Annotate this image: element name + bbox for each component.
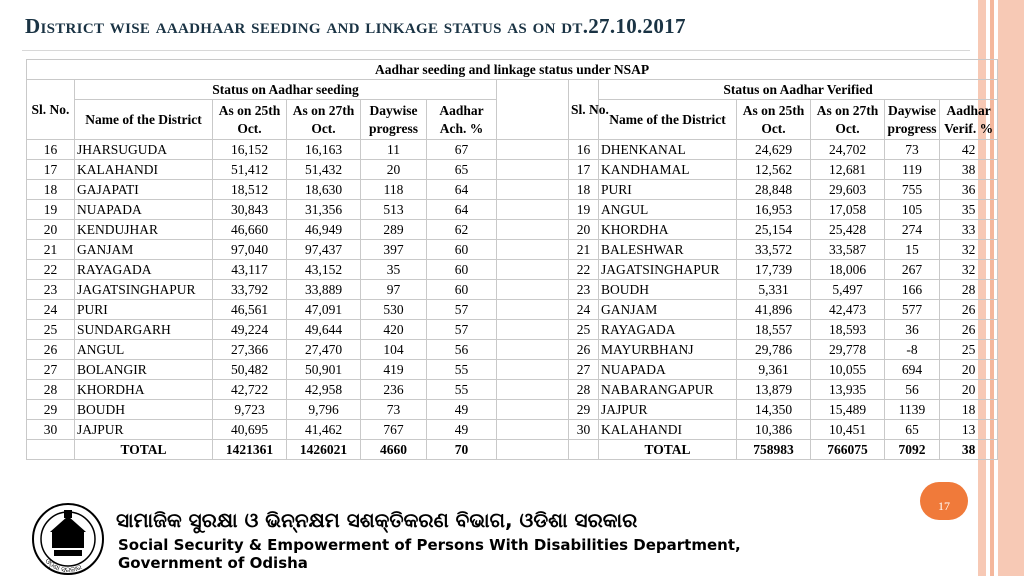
left-district-cell: PURI — [75, 300, 213, 320]
right-total-label: TOTAL — [599, 440, 737, 460]
left-slno-cell: 18 — [27, 180, 75, 200]
left-total-25oct: 1421361 — [213, 440, 287, 460]
spacer-cell — [497, 80, 569, 140]
right-district-cell: PURI — [599, 180, 737, 200]
left-slno-cell: 17 — [27, 160, 75, 180]
spacer-cell — [497, 180, 569, 200]
right-daywise-progress-cell: 119 — [885, 160, 940, 180]
left-as-on-25oct-cell: 42,722 — [213, 380, 287, 400]
footer — [24, 500, 741, 576]
left-as-on-27oct-cell: 46,949 — [287, 220, 361, 240]
spacer-cell — [497, 380, 569, 400]
government-name: Government of Odisha — [118, 554, 308, 572]
left-total-percent: 70 — [427, 440, 497, 460]
right-district-cell: RAYAGADA — [599, 320, 737, 340]
left-district-cell: JAGATSINGHAPUR — [75, 280, 213, 300]
left-as-on-27oct-cell: 43,152 — [287, 260, 361, 280]
aadhar-status-table — [26, 59, 998, 460]
right-as-on-27oct-cell: 33,587 — [811, 240, 885, 260]
right-as-on-27oct-cell: 18,593 — [811, 320, 885, 340]
right-header-daywise: Daywise progress — [885, 100, 940, 140]
right-daywise-progress-cell: 577 — [885, 300, 940, 320]
right-district-cell: NABARANGAPUR — [599, 380, 737, 400]
right-slno-cell: 23 — [569, 280, 599, 300]
left-percent-cell: 55 — [427, 380, 497, 400]
left-district-cell: GANJAM — [75, 240, 213, 260]
emblem-caption: ଓଡ଼ିଶା ସରକାର — [43, 557, 83, 575]
table-row — [27, 260, 998, 280]
left-slno-cell: 30 — [27, 420, 75, 440]
right-slno-cell: 20 — [569, 220, 599, 240]
left-daywise-progress-cell: 104 — [361, 340, 427, 360]
right-daywise-progress-cell: 105 — [885, 200, 940, 220]
left-daywise-progress-cell: 513 — [361, 200, 427, 220]
right-daywise-progress-cell: 65 — [885, 420, 940, 440]
right-slno-cell: 28 — [569, 380, 599, 400]
left-as-on-27oct-cell: 33,889 — [287, 280, 361, 300]
right-district-cell: KANDHAMAL — [599, 160, 737, 180]
left-header-25oct: As on 25th Oct. — [213, 100, 287, 140]
left-percent-cell: 60 — [427, 240, 497, 260]
left-percent-cell: 56 — [427, 340, 497, 360]
right-slno-cell: 18 — [569, 180, 599, 200]
spacer-cell — [497, 400, 569, 420]
decorative-stripe — [998, 0, 1024, 576]
table-row — [27, 320, 998, 340]
right-as-on-27oct-cell: 10,055 — [811, 360, 885, 380]
right-as-on-25oct-cell: 13,879 — [737, 380, 811, 400]
right-header-percent: Aadhar Verif. % — [940, 100, 998, 140]
spacer-cell — [497, 220, 569, 240]
left-daywise-progress-cell: 420 — [361, 320, 427, 340]
right-percent-cell: 32 — [940, 260, 998, 280]
table-row — [27, 180, 998, 200]
right-percent-cell: 32 — [940, 240, 998, 260]
left-total-27oct: 1426021 — [287, 440, 361, 460]
left-percent-cell: 49 — [427, 400, 497, 420]
right-as-on-27oct-cell: 5,497 — [811, 280, 885, 300]
left-header-slno: Sl. No. — [27, 80, 75, 140]
spacer-cell — [497, 300, 569, 320]
left-as-on-25oct-cell: 97,040 — [213, 240, 287, 260]
right-district-cell: ANGUL — [599, 200, 737, 220]
left-as-on-27oct-cell: 41,462 — [287, 420, 361, 440]
left-total-daywise: 4660 — [361, 440, 427, 460]
right-total-25oct: 758983 — [737, 440, 811, 460]
left-percent-cell: 57 — [427, 320, 497, 340]
right-as-on-25oct-cell: 12,562 — [737, 160, 811, 180]
left-daywise-progress-cell: 11 — [361, 140, 427, 160]
left-district-cell: GAJAPATI — [75, 180, 213, 200]
right-daywise-progress-cell: 36 — [885, 320, 940, 340]
table-row — [27, 360, 998, 380]
right-as-on-25oct-cell: 29,786 — [737, 340, 811, 360]
right-daywise-progress-cell: -8 — [885, 340, 940, 360]
left-daywise-progress-cell: 35 — [361, 260, 427, 280]
right-percent-cell: 26 — [940, 300, 998, 320]
table-row — [27, 380, 998, 400]
left-slno-cell: 19 — [27, 200, 75, 220]
left-district-cell: JHARSUGUDA — [75, 140, 213, 160]
left-as-on-27oct-cell: 49,644 — [287, 320, 361, 340]
right-daywise-progress-cell: 166 — [885, 280, 940, 300]
table-row — [27, 420, 998, 440]
empty-cell — [27, 440, 75, 460]
right-percent-cell: 42 — [940, 140, 998, 160]
left-percent-cell: 60 — [427, 280, 497, 300]
left-district-cell: BOLANGIR — [75, 360, 213, 380]
right-as-on-27oct-cell: 10,451 — [811, 420, 885, 440]
left-slno-cell: 27 — [27, 360, 75, 380]
left-slno-cell: 25 — [27, 320, 75, 340]
page-title: District wise aaadhaar seeding and linkage status as on dt.27.10.2017 — [25, 14, 686, 38]
left-percent-cell: 57 — [427, 300, 497, 320]
left-as-on-27oct-cell: 31,356 — [287, 200, 361, 220]
right-header-slno: Sl. No. — [569, 80, 599, 140]
spacer-cell — [497, 140, 569, 160]
title-divider — [22, 50, 970, 51]
left-percent-cell: 64 — [427, 180, 497, 200]
left-header-daywise: Daywise progress — [361, 100, 427, 140]
right-header-25oct: As on 25th Oct. — [737, 100, 811, 140]
left-daywise-progress-cell: 419 — [361, 360, 427, 380]
right-as-on-27oct-cell: 18,006 — [811, 260, 885, 280]
right-percent-cell: 33 — [940, 220, 998, 240]
right-as-on-27oct-cell: 24,702 — [811, 140, 885, 160]
left-as-on-27oct-cell: 16,163 — [287, 140, 361, 160]
left-daywise-progress-cell: 289 — [361, 220, 427, 240]
department-name-english: Social Security & Empowerment of Persons With Disabilities Department, — [118, 536, 741, 554]
left-as-on-27oct-cell: 18,630 — [287, 180, 361, 200]
right-district-cell: BOUDH — [599, 280, 737, 300]
right-as-on-25oct-cell: 17,739 — [737, 260, 811, 280]
right-district-cell: NUAPADA — [599, 360, 737, 380]
table-row — [27, 300, 998, 320]
left-percent-cell: 62 — [427, 220, 497, 240]
left-daywise-progress-cell: 397 — [361, 240, 427, 260]
left-as-on-25oct-cell: 46,660 — [213, 220, 287, 240]
left-as-on-25oct-cell: 43,117 — [213, 260, 287, 280]
right-district-cell: JAGATSINGHAPUR — [599, 260, 737, 280]
right-slno-cell: 25 — [569, 320, 599, 340]
left-as-on-25oct-cell: 51,412 — [213, 160, 287, 180]
right-percent-cell: 18 — [940, 400, 998, 420]
left-district-cell: NUAPADA — [75, 200, 213, 220]
right-group-header: Status on Aadhar Verified — [599, 80, 998, 100]
right-percent-cell: 38 — [940, 160, 998, 180]
left-slno-cell: 26 — [27, 340, 75, 360]
left-percent-cell: 67 — [427, 140, 497, 160]
right-as-on-27oct-cell: 42,473 — [811, 300, 885, 320]
right-percent-cell: 20 — [940, 360, 998, 380]
right-slno-cell: 30 — [569, 420, 599, 440]
left-daywise-progress-cell: 767 — [361, 420, 427, 440]
odisha-emblem-icon — [24, 502, 112, 576]
right-daywise-progress-cell: 274 — [885, 220, 940, 240]
right-slno-cell: 24 — [569, 300, 599, 320]
left-district-cell: SUNDARGARH — [75, 320, 213, 340]
spacer-cell — [497, 240, 569, 260]
right-slno-cell: 26 — [569, 340, 599, 360]
right-as-on-25oct-cell: 28,848 — [737, 180, 811, 200]
right-as-on-25oct-cell: 16,953 — [737, 200, 811, 220]
spacer-cell — [497, 280, 569, 300]
right-percent-cell: 28 — [940, 280, 998, 300]
right-as-on-27oct-cell: 29,603 — [811, 180, 885, 200]
empty-cell — [569, 440, 599, 460]
left-as-on-25oct-cell: 27,366 — [213, 340, 287, 360]
right-total-daywise: 7092 — [885, 440, 940, 460]
left-district-cell: ANGUL — [75, 340, 213, 360]
right-daywise-progress-cell: 73 — [885, 140, 940, 160]
left-slno-cell: 16 — [27, 140, 75, 160]
left-slno-cell: 29 — [27, 400, 75, 420]
right-daywise-progress-cell: 267 — [885, 260, 940, 280]
left-percent-cell: 55 — [427, 360, 497, 380]
table-row — [27, 240, 998, 260]
right-district-cell: DHENKANAL — [599, 140, 737, 160]
left-district-cell: RAYAGADA — [75, 260, 213, 280]
right-district-cell: KALAHANDI — [599, 420, 737, 440]
left-group-header: Status on Aadhar seeding — [75, 80, 497, 100]
right-as-on-25oct-cell: 10,386 — [737, 420, 811, 440]
right-slno-cell: 27 — [569, 360, 599, 380]
left-as-on-25oct-cell: 18,512 — [213, 180, 287, 200]
table-row — [27, 220, 998, 240]
table-row — [27, 200, 998, 220]
right-daywise-progress-cell: 56 — [885, 380, 940, 400]
left-percent-cell: 60 — [427, 260, 497, 280]
right-total-27oct: 766075 — [811, 440, 885, 460]
left-as-on-25oct-cell: 30,843 — [213, 200, 287, 220]
left-as-on-25oct-cell: 9,723 — [213, 400, 287, 420]
left-as-on-27oct-cell: 42,958 — [287, 380, 361, 400]
left-slno-cell: 24 — [27, 300, 75, 320]
right-slno-cell: 16 — [569, 140, 599, 160]
department-name-odia: ସାମାଜିକ ସୁରକ୍ଷା ଓ ଭିନ୍ନକ୍ଷମ ସଶକ୍ତିକରଣ ବିଭାଗ, ଓଡିଶା ସରକାର — [116, 508, 638, 532]
table-row — [27, 340, 998, 360]
left-as-on-27oct-cell: 9,796 — [287, 400, 361, 420]
right-as-on-25oct-cell: 5,331 — [737, 280, 811, 300]
left-percent-cell: 65 — [427, 160, 497, 180]
right-district-cell: MAYURBHANJ — [599, 340, 737, 360]
spacer-cell — [497, 360, 569, 380]
right-as-on-25oct-cell: 24,629 — [737, 140, 811, 160]
right-percent-cell: 26 — [940, 320, 998, 340]
left-slno-cell: 23 — [27, 280, 75, 300]
right-percent-cell: 36 — [940, 180, 998, 200]
left-district-cell: KHORDHA — [75, 380, 213, 400]
empty-cell — [497, 440, 569, 460]
left-as-on-25oct-cell: 50,482 — [213, 360, 287, 380]
left-as-on-25oct-cell: 40,695 — [213, 420, 287, 440]
right-as-on-27oct-cell: 12,681 — [811, 160, 885, 180]
left-as-on-27oct-cell: 51,432 — [287, 160, 361, 180]
right-slno-cell: 17 — [569, 160, 599, 180]
right-district-cell: JAJPUR — [599, 400, 737, 420]
right-percent-cell: 25 — [940, 340, 998, 360]
left-daywise-progress-cell: 20 — [361, 160, 427, 180]
left-slno-cell: 22 — [27, 260, 75, 280]
left-slno-cell: 28 — [27, 380, 75, 400]
left-as-on-27oct-cell: 47,091 — [287, 300, 361, 320]
right-header-district: Name of the District — [599, 100, 737, 140]
spacer-cell — [497, 340, 569, 360]
right-daywise-progress-cell: 755 — [885, 180, 940, 200]
right-as-on-25oct-cell: 33,572 — [737, 240, 811, 260]
left-as-on-27oct-cell: 27,470 — [287, 340, 361, 360]
left-district-cell: KENDUJHAR — [75, 220, 213, 240]
right-district-cell: KHORDHA — [599, 220, 737, 240]
page-number-badge: 17 — [920, 482, 968, 520]
right-as-on-27oct-cell: 15,489 — [811, 400, 885, 420]
right-as-on-25oct-cell: 18,557 — [737, 320, 811, 340]
right-percent-cell: 13 — [940, 420, 998, 440]
left-daywise-progress-cell: 73 — [361, 400, 427, 420]
table-row — [27, 400, 998, 420]
right-as-on-27oct-cell: 17,058 — [811, 200, 885, 220]
right-as-on-25oct-cell: 41,896 — [737, 300, 811, 320]
table-row — [27, 160, 998, 180]
left-daywise-progress-cell: 118 — [361, 180, 427, 200]
left-as-on-25oct-cell: 16,152 — [213, 140, 287, 160]
right-daywise-progress-cell: 694 — [885, 360, 940, 380]
total-row — [27, 440, 998, 460]
left-header-district: Name of the District — [75, 100, 213, 140]
right-slno-cell: 29 — [569, 400, 599, 420]
right-as-on-25oct-cell: 9,361 — [737, 360, 811, 380]
left-daywise-progress-cell: 97 — [361, 280, 427, 300]
left-as-on-25oct-cell: 46,561 — [213, 300, 287, 320]
spacer-cell — [497, 200, 569, 220]
left-slno-cell: 20 — [27, 220, 75, 240]
left-district-cell: BOUDH — [75, 400, 213, 420]
left-header-27oct: As on 27th Oct. — [287, 100, 361, 140]
left-slno-cell: 21 — [27, 240, 75, 260]
left-district-cell: JAJPUR — [75, 420, 213, 440]
right-slno-cell: 22 — [569, 260, 599, 280]
left-daywise-progress-cell: 236 — [361, 380, 427, 400]
right-percent-cell: 35 — [940, 200, 998, 220]
table-row — [27, 140, 998, 160]
right-as-on-27oct-cell: 13,935 — [811, 380, 885, 400]
left-percent-cell: 49 — [427, 420, 497, 440]
left-as-on-27oct-cell: 97,437 — [287, 240, 361, 260]
left-daywise-progress-cell: 530 — [361, 300, 427, 320]
right-as-on-27oct-cell: 25,428 — [811, 220, 885, 240]
left-as-on-25oct-cell: 49,224 — [213, 320, 287, 340]
right-as-on-25oct-cell: 25,154 — [737, 220, 811, 240]
left-district-cell: KALAHANDI — [75, 160, 213, 180]
right-district-cell: GANJAM — [599, 300, 737, 320]
right-as-on-27oct-cell: 29,778 — [811, 340, 885, 360]
spacer-cell — [497, 260, 569, 280]
left-header-percent: Aadhar Ach. % — [427, 100, 497, 140]
spacer-cell — [497, 160, 569, 180]
right-daywise-progress-cell: 15 — [885, 240, 940, 260]
right-as-on-25oct-cell: 14,350 — [737, 400, 811, 420]
right-header-27oct: As on 27th Oct. — [811, 100, 885, 140]
right-slno-cell: 21 — [569, 240, 599, 260]
right-total-percent: 38 — [940, 440, 998, 460]
left-percent-cell: 64 — [427, 200, 497, 220]
spacer-cell — [497, 420, 569, 440]
table-caption: Aadhar seeding and linkage status under NSAP — [27, 60, 998, 80]
left-total-label: TOTAL — [75, 440, 213, 460]
spacer-cell — [497, 320, 569, 340]
right-daywise-progress-cell: 1139 — [885, 400, 940, 420]
right-district-cell: BALESHWAR — [599, 240, 737, 260]
right-slno-cell: 19 — [569, 200, 599, 220]
right-percent-cell: 20 — [940, 380, 998, 400]
left-as-on-25oct-cell: 33,792 — [213, 280, 287, 300]
table-row — [27, 280, 998, 300]
left-as-on-27oct-cell: 50,901 — [287, 360, 361, 380]
